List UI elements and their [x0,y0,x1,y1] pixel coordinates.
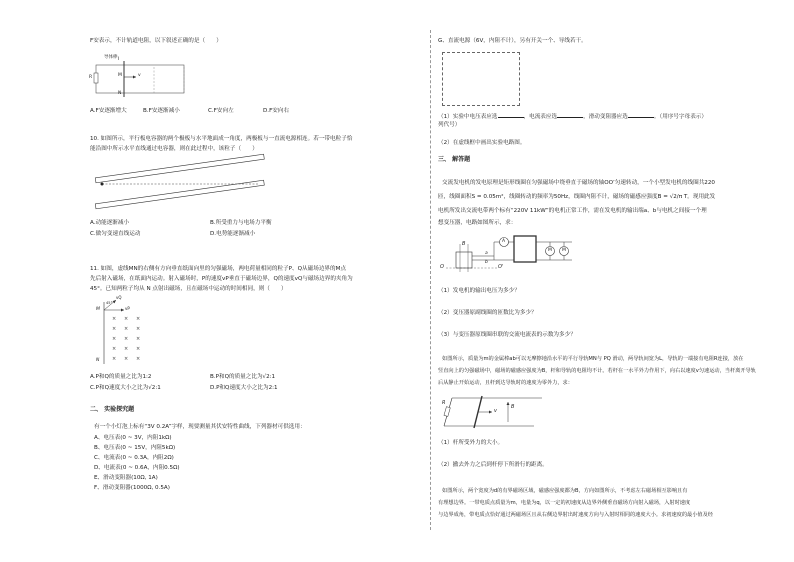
q14-fig-letter-b: B [511,404,515,410]
circuit-draw-box[interactable] [442,52,520,106]
q14-line-2: 竖直向上的匀强磁场中，磁场的磁感应强度为B，杆和导轨的电阻均不计。若杆在一水平外力作用下，向右以速度v匀速运动，当杆离开导轨 [438,368,756,374]
answer-blank-voltmeter[interactable] [498,112,524,118]
q13-line-4: 想变压器，电路如图所示，求： [438,220,517,226]
q11-fig-vp: vP [125,306,130,311]
q13-fig-letter-b: B [462,241,466,247]
svg-text:×: × [124,326,129,332]
svg-text:×: × [112,336,117,342]
q12-sub1-part-b: ，电流表应选 [523,114,558,120]
q14-sub1: （1）杆所受外力的大小。 [438,440,504,446]
q13-sub2: （2）变压器原副线圈的匝数比为多少？ [438,310,537,316]
q9-option-c: C.F安向左 [208,108,234,114]
q13-fig-motor-1-label: M [548,248,552,253]
column-divider [430,30,431,530]
q15-line-3: 与边界成角，带电质点恰好通过两磁场区且从右侧边界射出时速度方向与入射时相同的速度大小。求初速度的最小值及经 [438,512,713,518]
q9-fig-label: 导体棒 [104,55,118,60]
q12-sub1-part-a: （1）实验中电压表应选 [438,114,498,120]
q15-line-1: 如图所示，两个宽度为d的有界磁场区域，磁感应强度都为B，方向如图所示，不考虑左右磁场相互影响且有 [442,488,688,494]
q11-fig-vq: vQ [116,295,122,300]
svg-text:×: × [136,346,141,352]
q12-sub1-continued: 列代号） [438,122,461,128]
q13-line-1: 交流发电机的发电原理是矩形线圈在匀强磁场中绕垂直于磁场的轴OO’匀速转动，一个小型发电机的线圈共220 [442,180,715,186]
q13-fig-letter-lower-b: b [485,260,488,265]
q14-sub2: （2）撤去外力之后到杆停下所滑行的距离。 [438,462,548,468]
q13-fig-letter-o-prime: O' [498,264,504,270]
q13-sub1: （1）发电机的输出电压为多少？ [438,288,520,294]
q9-option-d: D.F安向右 [263,108,290,114]
q11-option-a: A.P和Q的质量之比为1:2 [90,374,152,380]
svg-text:×: × [112,346,117,352]
svg-text:×: × [136,336,141,342]
q14-line-1: 如图所示，质量为m的金属棒ab可以无摩擦地沿水平的平行导轨MN与 PQ 滑动，两导轨间宽为L，导轨的一端接有电阻R连接，放在 [442,356,744,362]
section-3-heading: 三、 解答题 [438,156,471,163]
q11-line-3: 45°。已知两粒子均从 N 点射出磁场，且在磁场中运动的时间相同，则（ ） [90,286,287,292]
q12-sub1-part-d: 。（用序号字母表示） [653,114,707,120]
svg-text:×: × [124,356,129,362]
q10-line-1: 10. 如图所示，平行板电容器的两个极板与水平地面成一角度，两极板与一直流电源相连。若一带电粒子恰 [90,136,353,142]
q11-line-2: 先后射入磁场，在纸面内运动。射入磁场时，P的速度vP垂直于磁场边界，Q的速度vQ与磁场边界的夹角为 [90,276,353,282]
q11-option-c: C.P和Q速度大小之比为√2:1 [90,385,161,391]
q9-option-b: B.F安逐渐减小 [143,108,180,114]
q11-fig-letter-m: M [96,307,100,312]
equipment-a: A、电压表(0 ~ 3V，内阻1kΩ) [94,435,172,441]
answer-blank-rheostat[interactable] [628,112,654,118]
q9-fig-letter-r: R [89,75,93,80]
q11-fig-angle: 45° [106,301,113,305]
equipment-b: B、电压表(0 ~ 15V，内阻5kΩ) [94,445,176,451]
q15-line-2: 有理想边界。一带电质点质量为m，电量为q，以一定的初速度从边界外侧垂直磁场方向射入磁场，入射时速度 [438,500,691,506]
q9-fig-letter-n: N [118,91,122,96]
svg-text:×: × [136,356,141,362]
q10-capacitor-figure [90,160,270,205]
section-2-heading: 二、 实验探究题 [90,406,135,413]
q13-fig-letter-o: O [440,264,444,270]
q9-option-a: A.F安逐渐增大 [90,108,127,114]
q10-line-2: 能沿图中所示水平直线通过电容器，则在此过程中，该粒子（ ） [90,146,258,152]
q9-tail-text: F安表示，不计轨道电阻，以下叙述正确的是（ ） [90,38,222,44]
svg-text:×: × [136,316,141,322]
equipment-c: C、电流表(0 ~ 0.3A，内阻2Ω) [94,455,174,461]
q12-sub2: （2）在虚线框中画出实验电路图。 [438,140,526,146]
q12-sub1-part-c: ，滑动变阻器应选 [583,114,628,120]
q9-fig-letter-m: M [118,73,122,78]
equipment-d: D、电流表(0 ~ 0.6A，内阻0.5Ω) [94,465,180,471]
svg-text:×: × [124,346,129,352]
q11-field-figure [94,295,164,368]
svg-text:×: × [124,316,129,322]
q12-sub1 [438,112,707,122]
q11-option-b: B.P和Q的质量之比为√2:1 [210,374,276,380]
item-g: G、直流电源（6V，内阻不计），另有开关一个、导线若干。 [438,38,587,44]
equipment-f: F、滑动变阻器(1000Ω, 0.5A) [94,485,170,491]
q10-option-b: B.所受重力与电场力平衡 [210,220,272,226]
svg-text:×: × [112,356,117,362]
q9-figure [89,55,189,100]
q10-option-c: C.做匀变速直线运动 [90,231,141,237]
q14-line-3: 后从静止开始运动，且杆到达导轨时的速度为零外力，求： [438,380,573,386]
q11-line-1: 11. 如图，虚线MN的右侧有方向垂直纸面向里的匀强磁场，两电荷量相同的粒子P、Q从磁场边界的M点 [90,266,347,272]
svg-text:×: × [124,336,129,342]
q13-fig-ammeter-label: A [502,239,506,244]
svg-text:×: × [136,326,141,332]
q9-fig-letter-i: I [118,57,120,62]
q13-circuit-figure [440,232,580,277]
q11-fig-letter-n: N [96,358,100,363]
q13-fig-letter-a: a [485,251,488,256]
svg-text:×: × [112,326,117,332]
q13-sub3: （3）与变压器原线圈串联的交流电流表的示数为多少？ [438,332,576,338]
q13-line-3: 电机所发出交流电带两个标有“220V 11kW”的电机正常工作，需在发电机的输出端a、b与电机之间接一个理 [438,208,707,214]
equipment-e: E、滑动变阻器(10Ω, 1A) [94,475,158,481]
q13-line-2: 匝，线圈面积S = 0.05m²，线圈转动的频率为50Hz，线圈内阻不计，磁场的磁感应强度B = √2/π T。现用此发 [438,194,716,200]
q14-fig-letter-v: v [494,408,497,414]
q12-intro: 有一个小灯泡上标有“3V 0.2A”字样，现要测量其伏安特性曲线，下列器材可供选用： [94,424,306,430]
q13-fig-motor-2-label: M [562,248,566,253]
q14-rails-figure [442,392,552,432]
q9-fig-letter-v: v [138,73,141,78]
q10-option-d: D.电势能逐渐减小 [210,231,256,237]
svg-text:×: × [112,316,117,322]
q14-fig-letter-r: R [442,400,446,406]
answer-blank-ammeter[interactable] [557,112,583,118]
q11-option-d: D.P和Q速度大小之比为2:1 [210,385,278,391]
q10-option-a: A.动能逐渐减小 [90,220,130,226]
